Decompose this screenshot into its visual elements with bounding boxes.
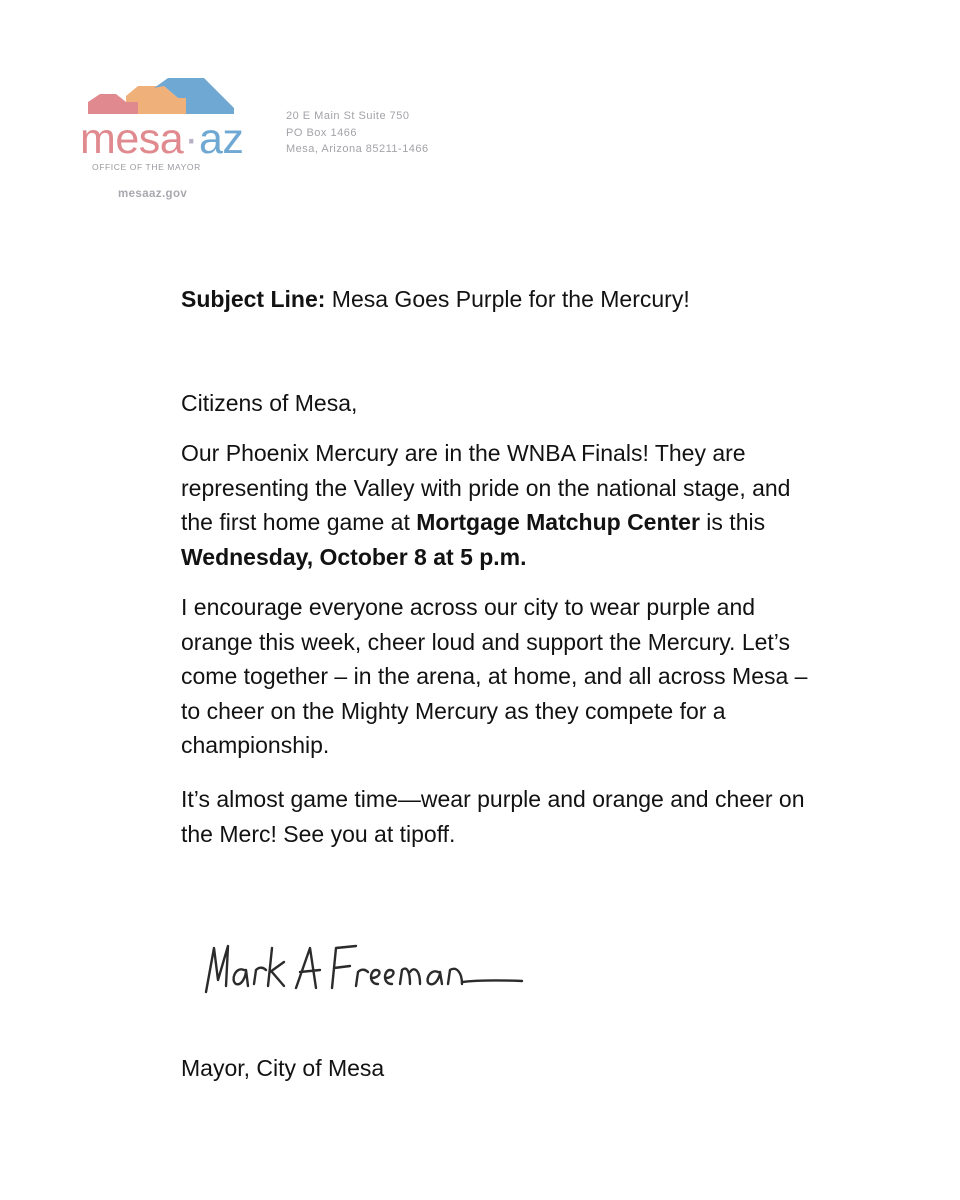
- paragraph-text: It’s almost game time—wear purple and orange and cheer on the Merc! See you at tipoff.: [181, 786, 805, 847]
- subject-text: Mesa Goes Purple for the Mercury!: [325, 286, 690, 312]
- address-line: PO Box 1466: [286, 126, 357, 139]
- logo-word-mesa: mesa: [80, 115, 184, 163]
- paragraph-closing: [181, 782, 821, 851]
- paragraph-announcement: [181, 436, 821, 574]
- paragraph-text: Our Phoenix Mercury are in the WNBA Finals! They are representing the Valley with pride on the national stage, and the first home game at: [181, 440, 791, 535]
- mailing-address: [286, 108, 429, 158]
- subject-label: Subject Line:: [181, 286, 326, 312]
- salutation: Citizens of Mesa,: [181, 390, 358, 416]
- office-of-the-mayor: OFFICE OF THE MAYOR: [92, 162, 201, 172]
- handwritten-signature: [196, 926, 536, 1006]
- paragraph-text: I encourage everyone across our city to wear purple and orange this week, cheer loud and support the Mercury. Let’s come together – in the arena, at home, and all across Mesa – to cheer on the Mighty Mercury as they compete for a championship.: [181, 594, 808, 758]
- logo-word-dot: ·: [184, 115, 198, 163]
- paragraph-text: is this: [699, 509, 766, 535]
- logo-word-az: az: [198, 115, 244, 163]
- address-line: 20 E Main St Suite 750: [286, 110, 410, 122]
- signature-title: Mayor, City of Mesa: [181, 1055, 385, 1081]
- address-line: Mesa, Arizona 85211-1466: [286, 143, 429, 155]
- website-link[interactable]: mesaaz.gov: [118, 188, 188, 200]
- venue-name: Mortgage Matchup Center: [416, 509, 700, 535]
- mesa-logo-icon: [86, 78, 236, 118]
- letterhead: [78, 78, 498, 208]
- mesa-az-logotype: [80, 114, 243, 164]
- subject-line: [181, 282, 821, 317]
- game-datetime: Wednesday, October 8 at 5 p.m.: [181, 543, 527, 570]
- paragraph-encouragement: [181, 590, 821, 763]
